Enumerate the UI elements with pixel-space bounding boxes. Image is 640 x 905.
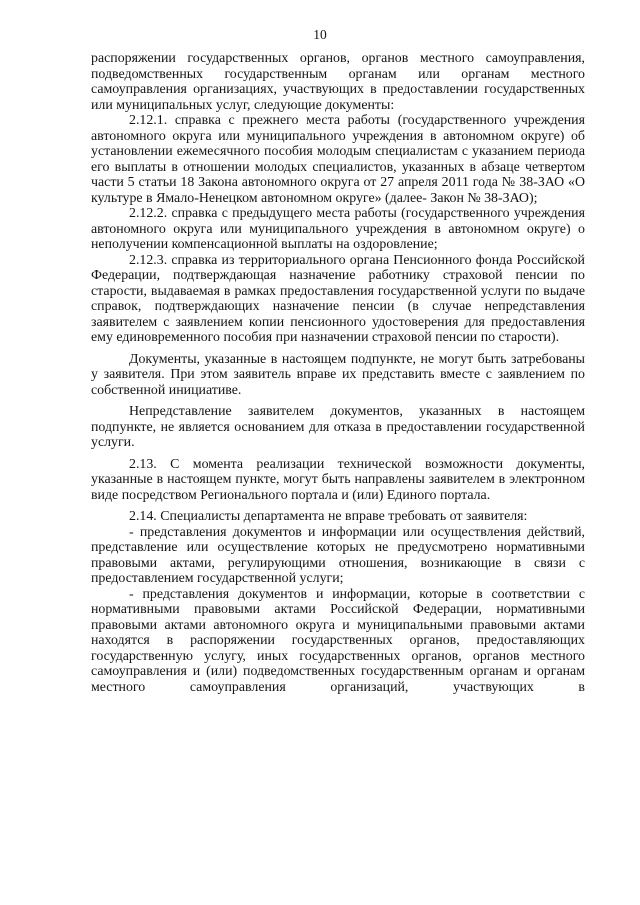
paragraph-bullet-2: - представления документов и информации, которые в соответствии с нормативными правовыми актами Российской Федерации, нормативными правовыми актами автономного округа и муниципальными правовыми актами находятся в распоряжении государственных органов, предоставляющих государственную услугу, иных государственных органов, органов местного самоуправления и (или) подведомственных государственным органам и органам местного самоуправления организаций, участвующих в: [91, 586, 585, 695]
paragraph-2-12-3: 2.12.3. справка из территориального органа Пенсионного фонда Российской Федерации, подтверждающая назначение работнику страховой пенсии по старости, выдаваемая в рамках предоставления государственной услуги по выдаче справок, подтверждающих назначение пенсии (в случае непредставления заявителем с заявлением копии пенсионного удостоверения для предоставления ему единовременного пособия при назначении страховой пенсии по старости).: [91, 252, 585, 345]
paragraph-non-submission: Непредставление заявителем документов, указанных в настоящем подпункте, не является основанием для отказа в предоставлении государственной услуги.: [91, 404, 585, 450]
paragraph-2-12-2: 2.12.2. справка с предыдущего места работы (государственного учреждения автономного округа или муниципального учреждения в автономном округе) о неполучении компенсационной выплаты на оздоровление;: [91, 206, 585, 252]
paragraph-2-13: 2.13. С момента реализации технической возможности документы, указанные в настоящем пункте, могут быть направлены заявителем в электронном виде посредством Регионального портала и (или) Единого портала.: [91, 456, 585, 503]
paragraph-documents-not-required: Документы, указанные в настоящем подпункте, не могут быть затребованы у заявителя. При этом заявитель вправе их представить вместе с заявлением по собственной инициативе.: [91, 351, 585, 398]
paragraph-2-12-1: 2.12.1. справка с прежнего места работы (государственного учреждения автономного округа или муниципального учреждения в автономном округе) об установлении ежемесячного пособия молодым специалистам с указанием периода его выплаты в отношении молодых специалистов, указанных в абзаце четвертом части 5 статьи 18 Закона автономного округа от 27 апреля 2011 года № 38-ЗАО «О культуре в Ямало-Ненецком автономном округе» (далее- Закон № 38-ЗАО);: [91, 113, 585, 206]
page-number: 10: [313, 27, 327, 42]
document-body: [91, 51, 585, 695]
paragraph-intro-continuation: распоряжении государственных органов, органов местного самоуправления, подведомственных государственным органам или органам местного самоуправления организациях, участвующих в предоставлении государственных или муниципальных услуг, следующие документы:: [91, 51, 585, 113]
paragraph-2-14: 2.14. Специалисты департамента не вправе требовать от заявителя:: [129, 509, 528, 524]
paragraph-bullet-1: - представления документов и информации или осуществления действий, представление или осуществление которых не предусмотрено нормативными правовыми актами, регулирующими отношения, возникающие в связи с предоставлением государственной услуги;: [91, 524, 585, 586]
